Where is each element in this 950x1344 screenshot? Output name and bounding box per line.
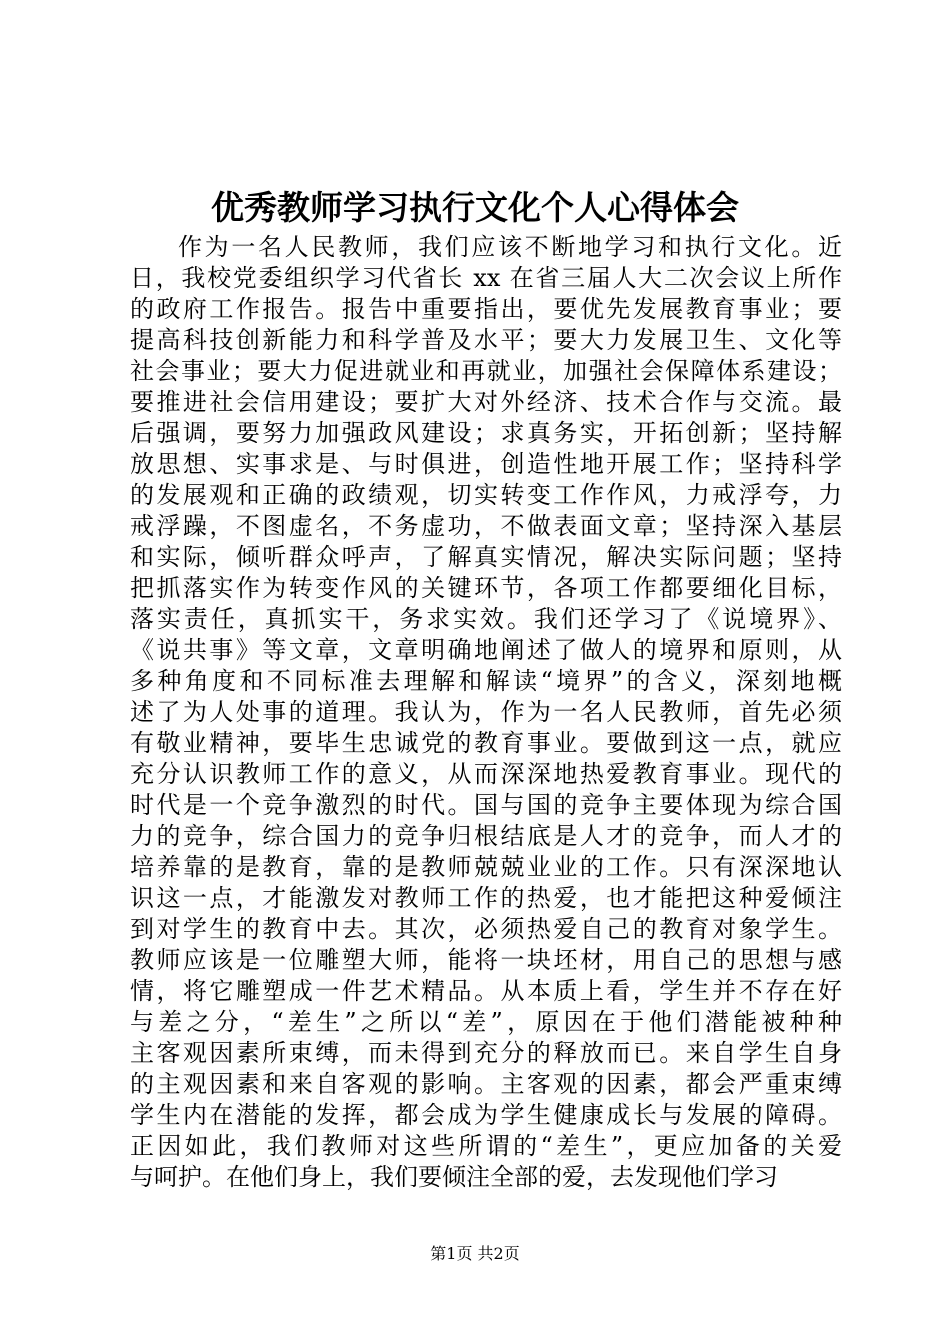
body-line: 的发展观和正确的政绩观，切实转变工作作风，力戒浮夸，力	[130, 481, 842, 509]
body-line: 识这一点，才能激发对教师工作的热爱，也才能把这种爱倾注	[130, 884, 842, 912]
page-footer: 第1页 共2页	[430, 1244, 520, 1263]
body-line: 的政府工作报告。报告中重要指出，要优先发展教育事业；要	[130, 295, 842, 323]
body-line: 多种角度和不同标准去理解和解读“境界”的含义，深刻地概	[130, 667, 842, 695]
body-line: 情，将它雕塑成一件艺术精品。从本质上看，学生并不存在好	[130, 977, 842, 1005]
body-line: 《说共事》等文章，文章明确地阐述了做人的境界和原则，从	[130, 636, 842, 664]
body-line: 日，我校党委组织学习代省长 xx 在省三届人大二次会议上所作	[130, 264, 842, 292]
document-body	[130, 232, 842, 1193]
body-line: 把抓落实作为转变作风的关键环节，各项工作都要细化目标，	[130, 574, 842, 602]
body-line: 与差之分，“差生”之所以“差”，原因在于他们潜能被种种	[130, 1008, 842, 1036]
document-title: 优秀教师学习执行文化个人心得体会	[211, 188, 739, 227]
body-line: 放思想、实事求是、与时俱进，创造性地开展工作；坚持科学	[130, 450, 842, 478]
body-line: 学生内在潜能的发挥，都会成为学生健康成长与发展的障碍。	[130, 1101, 842, 1129]
body-line: 力的竞争，综合国力的竞争归根结底是人才的竞争，而人才的	[130, 822, 842, 850]
body-line: 后强调，要努力加强政风建设；求真务实，开拓创新；坚持解	[130, 419, 842, 447]
body-line: 的主观因素和来自客观的影响。主客观的因素，都会严重束缚	[130, 1070, 842, 1098]
body-line: 提高科技创新能力和科学普及水平；要大力发展卫生、文化等	[130, 326, 842, 354]
body-line: 正因如此，我们教师对这些所谓的“差生”，更应加备的关爱	[130, 1132, 842, 1160]
body-line: 戒浮躁，不图虚名，不务虚功，不做表面文章；坚持深入基层	[130, 512, 842, 540]
body-line: 要推进社会信用建设；要扩大对外经济、技术合作与交流。最	[130, 388, 842, 416]
body-line: 述了为人处事的道理。我认为，作为一名人民教师，首先必须	[130, 698, 842, 726]
body-line: 有敬业精神，要毕生忠诚党的教育事业。要做到这一点，就应	[130, 729, 842, 757]
body-line: 时代是一个竞争激烈的时代。国与国的竞争主要体现为综合国	[130, 791, 842, 819]
body-line: 和实际，倾听群众呼声，了解真实情况，解决实际问题；坚持	[130, 543, 842, 571]
body-line: 社会事业；要大力促进就业和再就业，加强社会保障体系建设；	[130, 357, 842, 385]
body-line: 落实责任，真抓实干，务求实效。我们还学习了《说境界》、	[130, 605, 842, 633]
body-line: 教师应该是一位雕塑大师，能将一块坯材，用自己的思想与感	[130, 946, 842, 974]
body-line: 充分认识教师工作的意义，从而深深地热爱教育事业。现代的	[130, 760, 842, 788]
body-line: 与呵护。在他们身上，我们要倾注全部的爱，去发现他们学习	[130, 1163, 778, 1191]
body-line: 主客观因素所束缚，而未得到充分的释放而已。来自学生自身	[130, 1039, 842, 1067]
body-line: 到对学生的教育中去。其次，必须热爱自己的教育对象学生。	[130, 915, 842, 943]
body-line: 培养靠的是教育，靠的是教师兢兢业业的工作。只有深深地认	[130, 853, 842, 881]
body-line: 作为一名人民教师，我们应该不断地学习和执行文化。近	[178, 233, 842, 261]
